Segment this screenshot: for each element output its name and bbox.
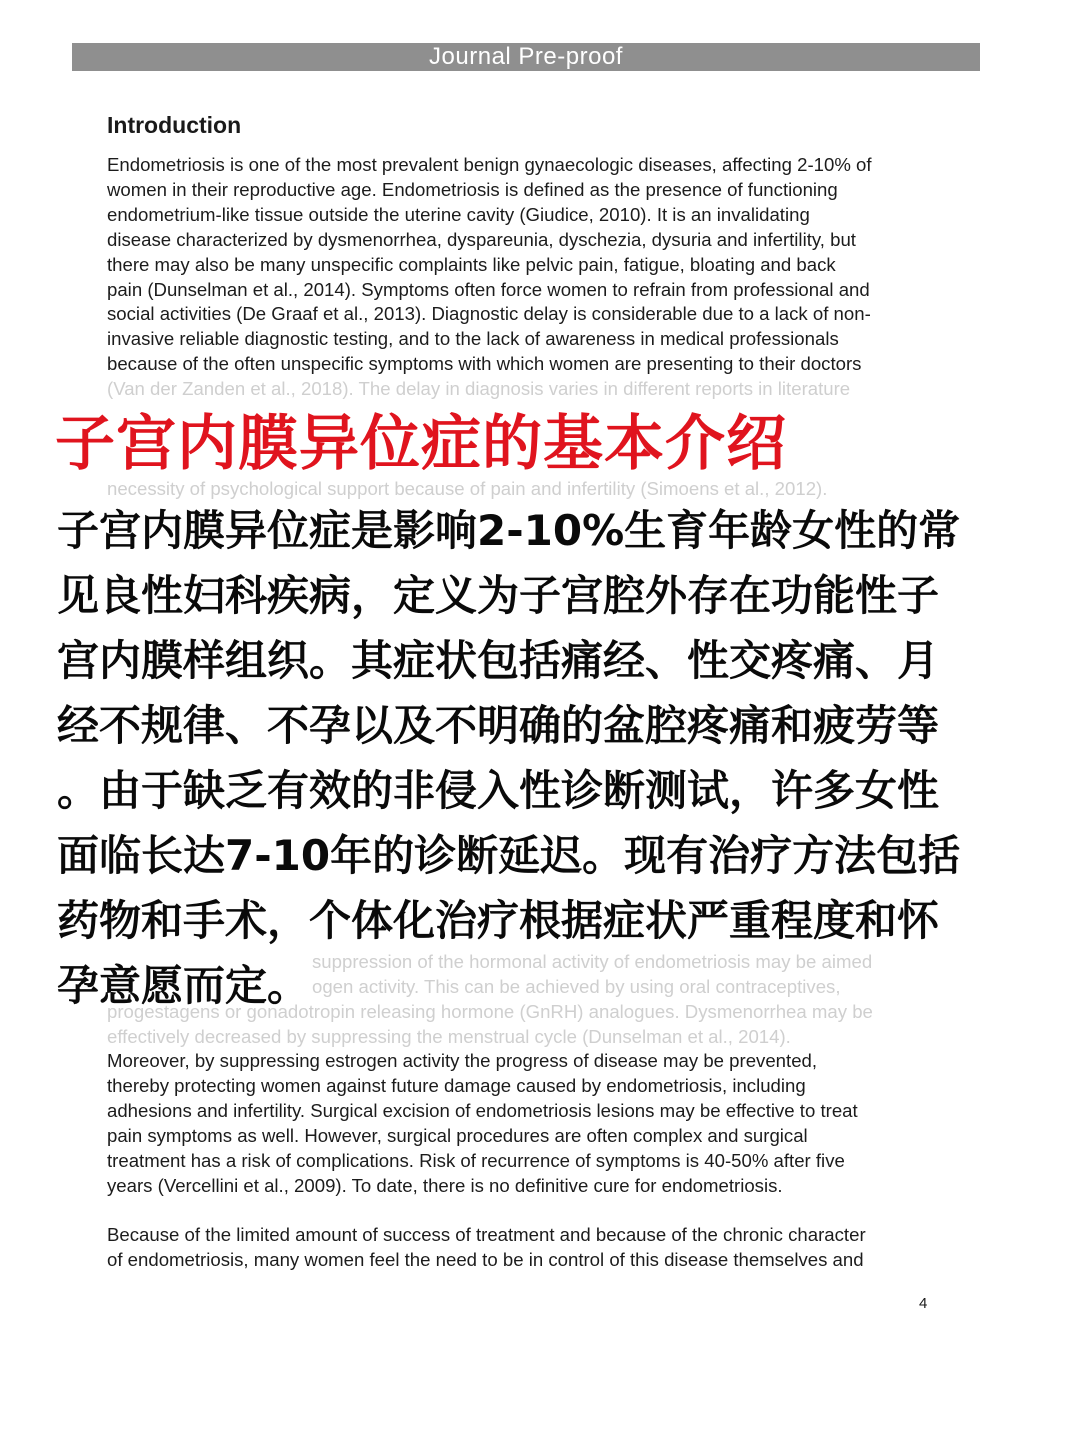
text-line: pain symptoms as well. However, surgical procedures are often complex and surgical — [107, 1124, 808, 1146]
text-line: disease characterized by dysmenorrhea, dyspareunia, dyschezia, dysuria and infertility, but — [107, 228, 856, 250]
intro-paragraph-3 — [107, 1223, 937, 1273]
faded-line: suppression of the hormonal activity of endometriosis may be aimed — [312, 950, 873, 972]
faded-line: (Van der Zanden et al., 2018). The delay in diagnosis varies in different reports in literature — [107, 378, 851, 399]
text-line: endometrium-like tissue outside the uterine cavity (Giudice, 2010). It is an invalidating — [107, 203, 810, 225]
text-line: social activities (De Graaf et al., 2013). Diagnostic delay is considerable due to a lack of non- — [107, 303, 871, 325]
overlay-line: 经不规律、不孕以及不明确的盆腔疼痛和疲劳等 — [57, 701, 940, 750]
journal-preproof-banner: Journal Pre-proof — [72, 43, 980, 71]
faded-line: necessity of psychological support because of pain and infertility (Simoens et al., 2012). — [107, 477, 828, 499]
text-line: of endometriosis, many women feel the need to be in control of this disease themselves and — [107, 1248, 864, 1270]
text-line: adhesions and infertility. Surgical excision of endometriosis lesions may be effective to treat — [107, 1099, 858, 1121]
text-line: Because of the limited amount of success of treatment and because of the chronic character — [107, 1224, 866, 1245]
text-line: because of the often unspecific symptoms with which women are presenting to their doctors — [107, 353, 862, 375]
overlay-line: 药物和手术，个体化治疗根据症状严重程度和怀 — [57, 896, 940, 945]
overlay-line: 子宫内膜异位症是影响2-10%生育年龄女性的常 — [57, 506, 961, 555]
overlay-title: 子宫内膜异位症的基本介绍 — [55, 409, 787, 479]
text-line: treatment has a risk of complications. Risk of recurrence of symptoms is 40-50% after five — [107, 1149, 845, 1171]
text-line: Endometriosis is one of the most prevalent benign gynaecologic diseases, affecting 2-10% of — [107, 154, 872, 175]
text-line: thereby protecting women against future damage caused by endometriosis, including — [107, 1074, 806, 1096]
faded-line: ogen activity. This can be achieved by using oral contraceptives, — [312, 975, 841, 997]
page-number: 4 — [919, 1295, 928, 1312]
overlay-line: 。由于缺乏有效的非侵入性诊断测试，许多女性 — [57, 766, 940, 815]
overlay-line: 宫内膜样组织。其症状包括痛经、性交疼痛、月 — [57, 636, 940, 685]
text-line: years (Vercellini et al., 2009). To date, there is no definitive cure for endometriosis. — [107, 1174, 783, 1196]
overlay-summary — [57, 498, 1027, 1018]
text-line: women in their reproductive age. Endometriosis is defined as the presence of functioning — [107, 178, 838, 200]
faded-line: progestagens or gonadotropin releasing hormone (GnRH) analogues. Dysmenorrhea may be — [107, 1000, 873, 1022]
overlay-line: 孕意愿而定。 — [57, 961, 310, 1010]
text-line: pain (Dunselman et al., 2014). Symptoms often force women to refrain from professional and — [107, 278, 870, 300]
overlay-line: 面临长达7-10年的诊断延迟。现有治疗方法包括 — [57, 831, 961, 880]
section-heading: Introduction — [107, 112, 242, 138]
faded-line: effectively decreased by suppressing the menstrual cycle (Dunselman et al., 2014). — [107, 1025, 791, 1047]
intro-paragraph-1 — [107, 153, 937, 377]
text-line: invasive reliable diagnostic testing, and to the lack of awareness in medical professionals — [107, 328, 839, 350]
text-line: Moreover, by suppressing estrogen activity the progress of disease may be prevented, — [107, 1050, 818, 1071]
intro-paragraph-2 — [107, 1049, 937, 1198]
overlay-line: 见良性妇科疾病，定义为子宫腔外存在功能性子 — [57, 571, 940, 620]
text-line: there may also be many unspecific complaints like pelvic pain, fatigue, bloating and back — [107, 253, 836, 275]
